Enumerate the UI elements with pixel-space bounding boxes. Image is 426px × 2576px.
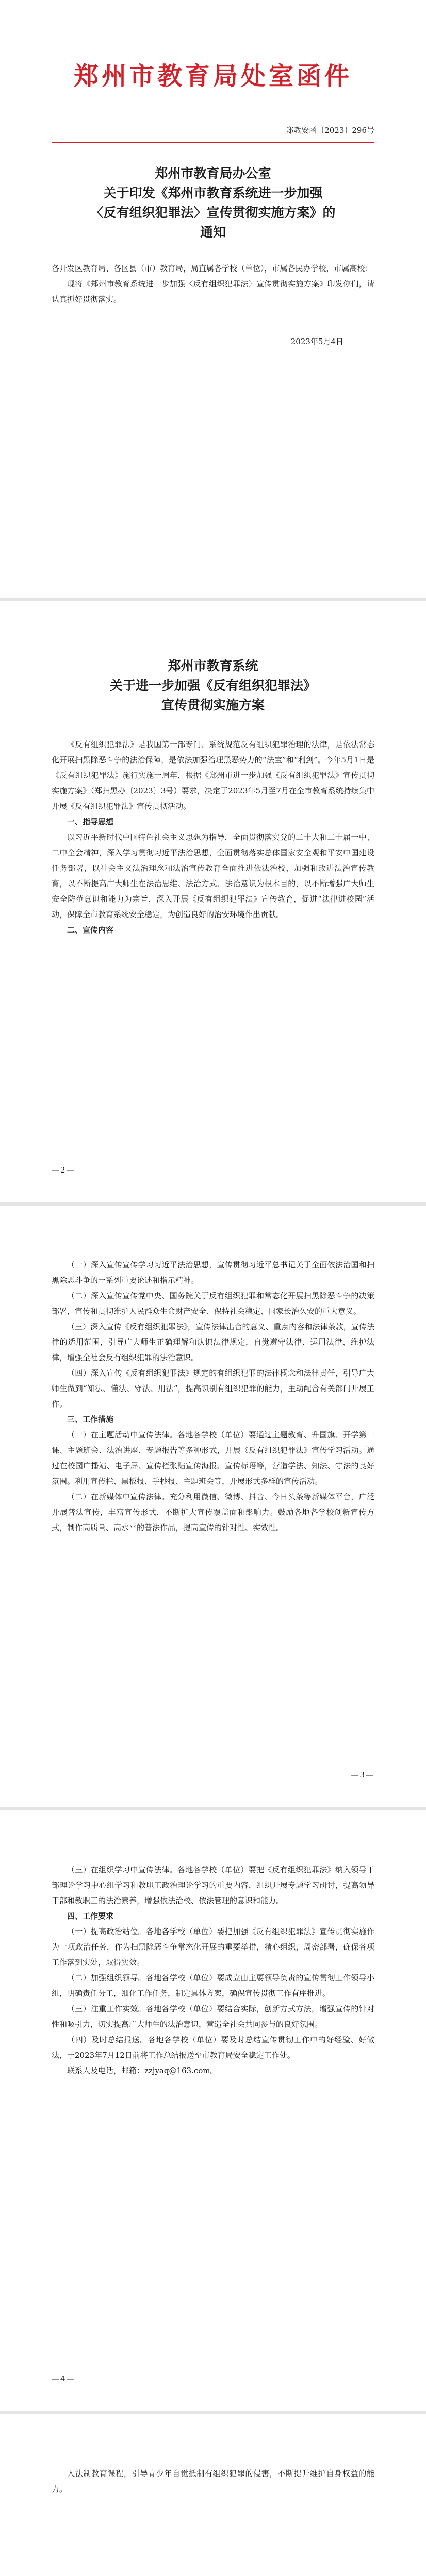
red-divider xyxy=(52,142,374,143)
section-heading: 一、指导思想 xyxy=(67,817,114,826)
body-paragraph: （四）深入宣传《反有组织犯罪法》规定的有组织犯罪的法律概念和法律责任，引导广大师生做到“知法、懂法、守法、用法”，提高识别有组织犯罪的能力，主动配合有关部门开展工作。 xyxy=(52,1368,374,1409)
body-paragraph: （二）在新媒体中宣传法律。充分利用微信、微博、抖音、今日头条等新媒体平台，广泛开展普法宣传，丰富宣传形式，不断扩大宣传覆盖面和影响力。鼓励各地各学校创新宣传方式，制作高质量、高水平的普法作品，提高宣传的针对性、实效性。 xyxy=(52,1492,374,1532)
body-paragraph: （一）深入宣传宣传学习习近平法治思想，宣传贯彻习近平总书记关于全面依法治国和扫黑除恶斗争的一系列重要论述和指示精神。 xyxy=(52,1260,374,1285)
page-number: —2— xyxy=(52,1165,75,1175)
body-paragraph: （四）及时总结报送。各地各学校（单位）要及时总结宣传贯彻工作中的好经验、好做法，于2023年7月12日前将工作总结报送至市教育局安全稳定工作处。 xyxy=(52,2035,374,2060)
notice-body xyxy=(52,276,374,307)
body-paragraph: （一）在主题活动中宣传法律。各地各学校（单位）要通过主题教育、升国旗、开学第一课、主题班会、法治讲座、专题报告等多种形式，开展《反有组织犯罪法》宣传学习活动。通过在校园广播站、电子屏、宣传栏张贴宣传海报、宣传标语等，营造学法、知法、守法的良好氛围。利用宣传栏、黑板报、手抄报、主题班会等，开展形式多样的宣传活动。 xyxy=(52,1430,374,1486)
plan-title-line: 郑州市教育系统 xyxy=(168,658,258,673)
page-number: —3— xyxy=(351,1770,374,1780)
notice-title-line: 〈反有组织犯罪法〉宣传贯彻实施方案》的 xyxy=(90,205,336,220)
body-paragraph: 现将《郑州市教育系统进一步加强〈反有组织犯罪法〉宣传贯彻实施方案》印发你们，请认真抓好贯彻落实。 xyxy=(52,279,374,304)
section-heading: 三、工作措施 xyxy=(67,1415,114,1424)
body-paragraph: （一）提高政治站位。各地各学校（单位）要把加强《反有组织犯罪法》宣传贯彻实施作为一项政治任务，作为扫黑除恶斗争常态化开展的重要举措，精心组织，周密部署，确保各项工作落到实处，取得实效。 xyxy=(52,1927,374,1967)
body-paragraph: 联系人及电话，邮箱：zzjyaq@163.com。 xyxy=(67,2066,218,2075)
body-paragraph: 以习近平新时代中国特色社会主义思想为指导，全面贯彻落实党的二十大和二十届一中、二中全会精神，深入学习贯彻习近平法治思想，全面贯彻落实总体国家安全观和平安中国建设任务部署，以社会主义法治理念和法治宣传教育全面推进依法治校，加强和改进法治宣传教育，以不断提高广大师生在法治思维、法治方式、法治意识为根本目的，以不断增强广大师生安全防范意识和能力为宗旨，深入开展《反有组织犯罪法》宣传教育，促进“法律进校园”活动，保障全市教育系统安全稳定，为创造良好的治安环境作出贡献。 xyxy=(52,833,374,919)
plan-body xyxy=(52,2466,374,2497)
plan-title-line: 关于进一步加强《反有组织犯罪法》 xyxy=(109,678,316,693)
section-heading: 四、工作要求 xyxy=(67,1911,114,1921)
notice-title-line: 通知 xyxy=(200,225,226,240)
body-paragraph: 入法制教育课程，引导青少年自觉抵制有组织犯罪的侵害，不断提升维护自身权益的能力。 xyxy=(52,2469,374,2494)
notice-title xyxy=(52,164,374,242)
document-page xyxy=(0,601,426,1202)
page-number: —4— xyxy=(52,2374,75,2383)
plan-body xyxy=(52,737,374,938)
body-paragraph: （二）深入宣传宣传党中央、国务院关于反有组织犯罪和常态化开展扫黑除恶斗争的决策部署，宣传和贯彻维护人民群众生命财产安全、保持社会稳定、国家长治久安的重大意义。 xyxy=(52,1291,374,1316)
body-paragraph: （三）深入宣传《反有组织犯罪法》，宣传法律出台的意义、重点内容和法律条款，宣传法律的适用范围，引导广大师生正确理解和认识法律规定，自觉遵守法律、运用法律、维护法律，增强全社会反有组织犯罪的法治意识。 xyxy=(52,1322,374,1362)
plan-title-line: 宣传贯彻实施方案 xyxy=(161,698,265,713)
document-page xyxy=(0,1206,426,1807)
body-paragraph: （三）在组织学习中宣传法律。各地各学校（单位）要把《反有组织犯罪法》纳入领导干部理论学习中心组学习和教职工政治理论学习的重要内容，组织开展专题学习研讨，提高领导干部和教职工的法治素养，增强依法治校、依法管理的意识和能力。 xyxy=(52,1865,374,1905)
section-heading: 二、宣传内容 xyxy=(67,925,114,935)
body-paragraph: （三）注重工作实效。各地各学校（单位）要结合实际，创新方式方法，增强宣传的针对性和吸引力，切实提高广大师生的法治意识，营造全社会共同参与的良好氛围。 xyxy=(52,2004,374,2029)
document-page xyxy=(0,2414,426,2576)
addressee: 各开发区教育局、各区县（市）教育局，局直属各学校（单位），市属各民办学校，市属高校： xyxy=(52,264,373,273)
issue-date: 2023年5月4日 xyxy=(290,337,343,346)
document-number: 郑教安函〔2023〕296号 xyxy=(286,126,374,135)
document-page xyxy=(0,0,426,598)
body-paragraph: （二）加强组织领导。各地各学校（单位）要成立由主要领导负责的宣传贯彻工作领导小组，明确责任分工，细化工作任务，制定具体方案，确保宣传贯彻工作有序推进。 xyxy=(52,1973,374,1998)
notice-title-line: 郑州市教育局办公室 xyxy=(155,166,271,181)
body-paragraph: 《反有组织犯罪法》是我国第一部专门、系统规范反有组织犯罪治理的法律，是依法常态化开展扫黑除恶斗争的法治保障，是依法加强治理黑恶势力的“法宝”和“利剑”。今年5月1日是《反有组织犯罪法》施行实施一周年，根据《郑州市进一步加强《反有组织犯罪法》宣传贯彻实施方案》（郑扫黑办〔2023〕3号）要求，决定于2023年5月至7月在全市教育系统持续集中开展《反有组织犯罪法》宣传贯彻活动。 xyxy=(52,740,374,811)
plan-body xyxy=(52,1257,374,1535)
document-page xyxy=(0,1810,426,2411)
letterhead: 郑州市教育局处室函件 xyxy=(73,62,352,91)
plan-body xyxy=(52,1862,374,2078)
notice-title-line: 关于印发《郑州市教育系统进一步加强 xyxy=(103,185,323,200)
plan-title xyxy=(52,656,374,715)
